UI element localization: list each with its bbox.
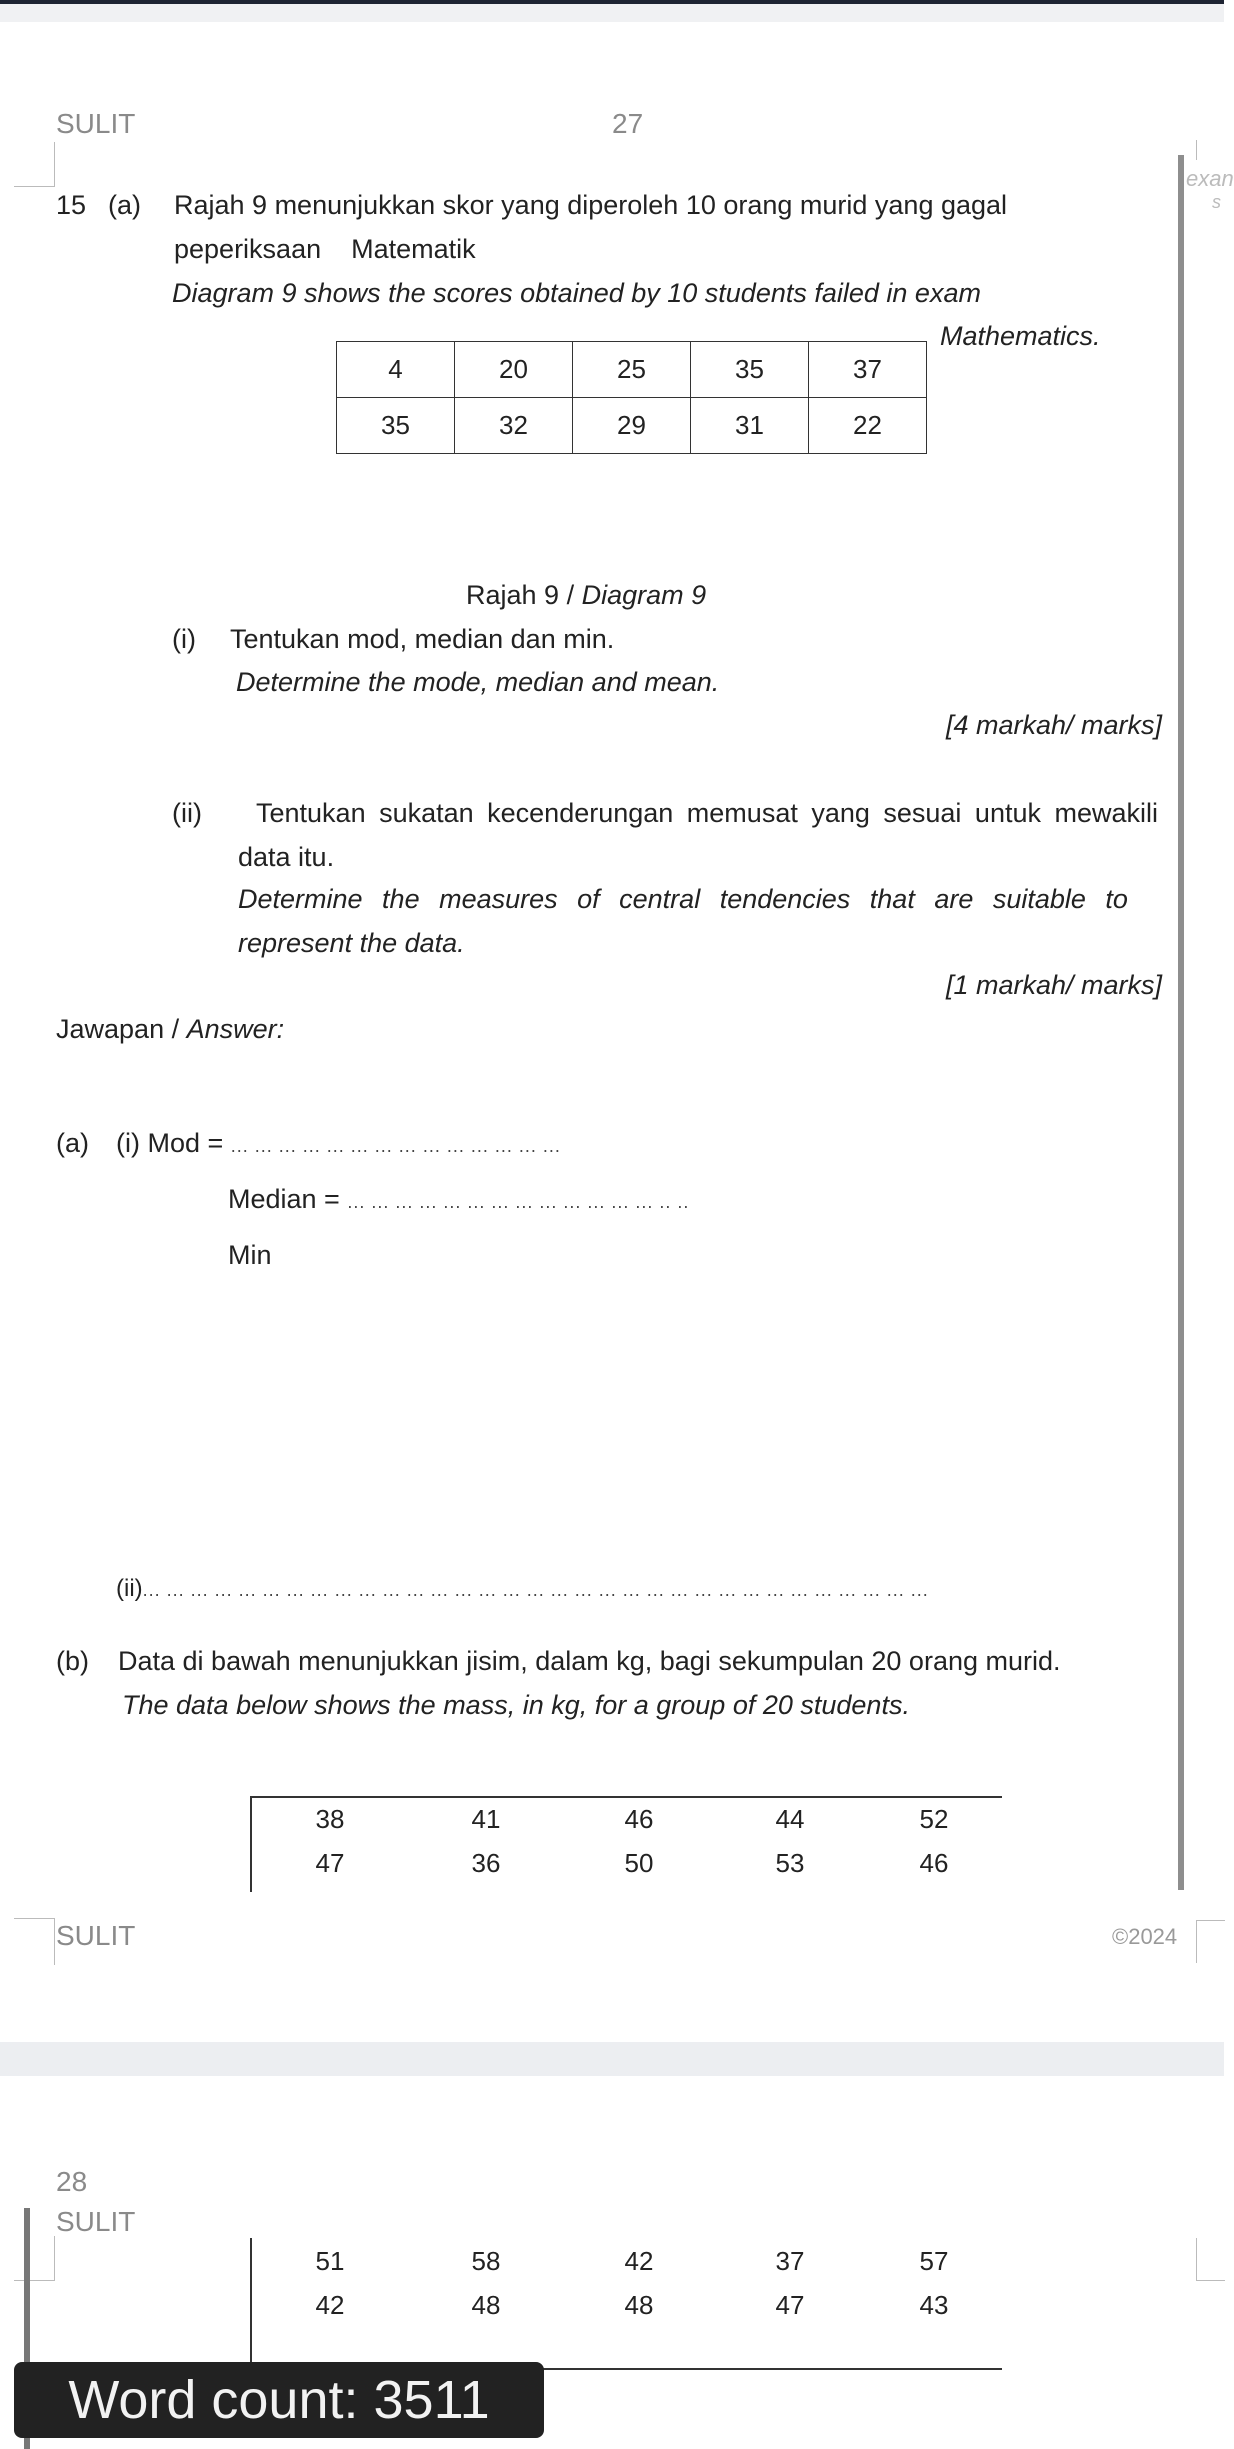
table-cell: 35 (337, 398, 455, 454)
intro-english-line-2: Mathematics. (940, 321, 1101, 351)
table-cell: 47 (775, 2290, 805, 2320)
answer-median-dots: ... ... ... ... ... ... ... ... ... ... ... ... ... .. .. (347, 1192, 690, 1212)
answer-label-english: Answer: (186, 1014, 285, 1044)
table-cell: 50 (624, 1848, 654, 1878)
sub-i-label: (i) (172, 624, 196, 654)
table-cell: 47 (315, 1848, 345, 1878)
intro-english-line-1: Diagram 9 shows the scores obtained by 10 students failed in exam (172, 278, 981, 308)
table-cell: 37 (775, 2246, 805, 2276)
intro-malay-line-1: Rajah 9 menunjukkan skor yang diperoleh 10 orang murid yang gagal (174, 190, 1008, 220)
diagram-caption (466, 580, 706, 611)
table-cell: 20 (455, 342, 573, 398)
footer-copyright: ©2024 (1112, 1924, 1178, 1949)
header-sulit: SULIT (56, 108, 136, 139)
answer-median-label: Median = (228, 1184, 348, 1214)
answer-ii-line (116, 1572, 929, 1603)
table-cell: 36 (471, 1848, 501, 1878)
answer-label (56, 1014, 284, 1045)
table-cell: 42 (624, 2246, 654, 2276)
page-number: 27 (612, 108, 644, 139)
word-count-badge: Word count: 3511 (14, 2362, 544, 2438)
corner-mark-page2-right (1196, 2238, 1225, 2281)
part-a-label: (a) (108, 190, 141, 220)
header-sulit-2: SULIT (56, 2206, 136, 2237)
answer-label-malay: Jawapan / (56, 1014, 187, 1044)
sub-ii-english-line-1: Determine the measures of central tendencies that are suitable to (238, 884, 1128, 914)
table-cell: 22 (809, 398, 927, 454)
mass-table-part-2 (250, 2238, 1002, 2370)
sub-ii-marks: [1 markah/ marks] (945, 970, 1162, 1000)
table-cell: 43 (919, 2290, 949, 2320)
page-gap (0, 2042, 1224, 2076)
answer-median-line (228, 1184, 689, 1215)
part-b-label: (b) (56, 1646, 89, 1676)
table-cell: 32 (455, 398, 573, 454)
table-cell: 31 (691, 398, 809, 454)
question-number: 15 (56, 190, 87, 220)
table-cell: 35 (691, 342, 809, 398)
page-number-2: 28 (56, 2166, 88, 2197)
answer-ii-dots: ... ... ... ... ... ... ... ... ... ... ... ... ... ... ... ... ... ... ... ... ... ... ... ... ... ... ... ... ... ... ... ... ... (142, 1580, 929, 1600)
table-cell: 38 (315, 1804, 345, 1834)
table-cell: 25 (573, 342, 691, 398)
table-cell: 48 (624, 2290, 654, 2320)
sub-ii-english-line-2: represent the data. (238, 928, 465, 958)
sub-i-marks: [4 markah/ marks] (945, 710, 1162, 740)
corner-mark-bottom-left (14, 1918, 55, 1965)
answer-min-label: Min (228, 1240, 272, 1270)
table-row (337, 398, 927, 454)
table-cell: 29 (573, 398, 691, 454)
diagram-caption-english: Diagram 9 (581, 580, 707, 610)
page-margin-bar (1178, 155, 1184, 1890)
mass-table-part-1 (250, 1796, 1002, 1892)
corner-mark-top-left (14, 142, 55, 187)
sub-ii-malay-line-2: data itu. (238, 842, 335, 872)
table-cell: 42 (315, 2290, 345, 2320)
table-cell: 57 (919, 2246, 949, 2276)
top-gap-band (0, 4, 1224, 22)
table-cell: 41 (471, 1804, 501, 1834)
scores-table (336, 341, 927, 454)
answer-ii-label: (ii) (116, 1575, 143, 1602)
answer-mod-line (116, 1128, 561, 1159)
side-text-2: s (1212, 192, 1221, 212)
corner-mark-page2-left (14, 2236, 55, 2281)
answer-mod-label: (i) Mod = (116, 1128, 231, 1158)
answer-a-label: (a) (56, 1128, 89, 1158)
table-cell: 4 (337, 342, 455, 398)
sub-ii-malay-line-1: Tentukan sukatan kecenderungan memusat yang sesuai untuk mewakili (256, 798, 1159, 828)
intro-malay-line-2: peperiksaan Matematik (174, 234, 476, 264)
answer-mod-dots: ... ... ... ... ... ... ... ... ... ... ... ... ... ... (230, 1136, 561, 1156)
corner-mark-bottom-right (1196, 1920, 1225, 1963)
table-cell: 37 (809, 342, 927, 398)
table-cell: 46 (919, 1848, 949, 1878)
part-b-english: The data below shows the mass, in kg, for a group of 20 students. (122, 1690, 910, 1720)
table-cell: 44 (775, 1804, 805, 1834)
sub-i-english: Determine the mode, median and mean. (236, 667, 720, 697)
table-cell: 58 (471, 2246, 501, 2276)
table-cell: 53 (775, 1848, 805, 1878)
table-cell: 51 (315, 2246, 345, 2276)
part-b-malay: Data di bawah menunjukkan jisim, dalam kg, bagi sekumpulan 20 orang murid. (118, 1646, 1061, 1676)
table-cell: 48 (471, 2290, 501, 2320)
table-row (337, 342, 927, 398)
table-cell: 52 (919, 1804, 949, 1834)
sub-ii-label: (ii) (172, 798, 202, 828)
sub-i-malay: Tentukan mod, median dan min. (230, 624, 615, 654)
side-text-1: exan (1186, 166, 1234, 191)
footer-sulit: SULIT (56, 1920, 136, 1951)
corner-mark-top-right (1196, 140, 1225, 160)
diagram-caption-malay: Rajah 9 / (466, 580, 582, 610)
table-cell: 46 (624, 1804, 654, 1834)
